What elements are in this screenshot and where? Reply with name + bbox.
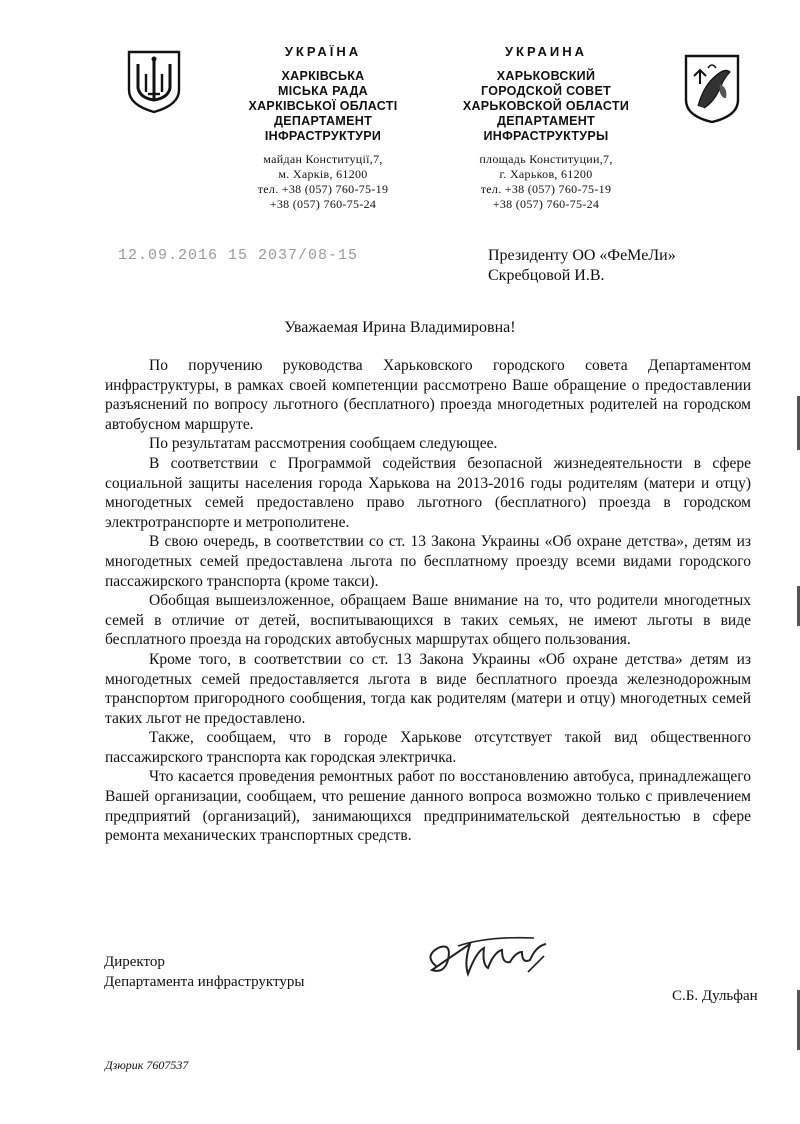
paragraph: По результатам рассмотрения сообщаем следующее. [149, 435, 498, 453]
addressee-line: Президенту ОО «ФеМеЛи» [488, 247, 676, 264]
executor-note: Дзюрик 7607537 [105, 1058, 189, 1072]
header-org-line: ХАРКІВСЬКОЇ ОБЛАСТІ [248, 99, 398, 113]
paragraph: В свою очередь, в соответствии со ст. 13 Закона Украины «Об охране детства», детям из многодетных семей предоставлена льгота по бесплатному проезду всеми видами городского пассажирского транспорта (кроме такси). [105, 533, 751, 590]
address-line: площадь Конституции,7, [479, 152, 613, 166]
header-org-line: ХАРЬКОВСКИЙ [496, 69, 596, 83]
header-country-ru: УКРАИНА [504, 44, 588, 59]
address-line: тел. +38 (057) 760-75-19 [480, 182, 612, 196]
registration-stamp: 12.09.2016 15 2037/08-15 [118, 247, 359, 264]
header-org-line: ДЕПАРТАМЕНТ [273, 114, 372, 128]
paragraph: В соответствии с Программой содействия безопасной жизнедеятельности в сфере социальной защиты населения города Харькова на 2013-2016 годы родителям (матери и отцу) многодетных семей предоставлено право льготного (бесплатного) проезда в городском электротранспорте и метрополитене. [105, 454, 751, 531]
address-line: м. Харків, 61200 [278, 167, 368, 181]
address-line: +38 (057) 760-75-24 [269, 197, 377, 211]
addressee-line: Скребцовой И.В. [488, 267, 605, 284]
signatory-name: С.Б. Дульфан [672, 988, 758, 1004]
header-org-line: ИНФРАСТРУКТУРЫ [483, 129, 609, 143]
address-line: тел. +38 (057) 760-75-19 [257, 182, 389, 196]
header-russian [456, 44, 636, 212]
address-line: +38 (057) 760-75-24 [492, 197, 600, 211]
header-country-ua: УКРАЇНА [284, 44, 362, 59]
position-line: Директор [104, 954, 165, 970]
address-line: г. Харьков, 61200 [499, 167, 593, 181]
header-org-line: ХАРЬКОВСКОЙ ОБЛАСТИ [462, 99, 630, 113]
header-address-ua [232, 152, 414, 212]
header-org-line: ГОРОДСКОЙ СОВЕТ [480, 84, 612, 98]
handwritten-signature [418, 922, 568, 992]
paragraph: Также, сообщаем, что в городе Харькове отсутствует такой вид общественного пассажирского транспорта как городская электричка. [105, 729, 751, 766]
header-org-line: ДЕПАРТАМЕНТ [496, 114, 595, 128]
header-address-ru [456, 152, 636, 212]
paragraph: Что касается проведения ремонтных работ по восстановлению автобуса, принадлежащего Вашей организации, сообщаем, что решение данного вопроса возможно только с привлечением предприятий (организаций), занимающихся предпринимательской деятельностью в сфере ремонта механических транспортных средств. [105, 768, 751, 845]
addressee-block [488, 246, 758, 286]
kharkiv-coat-of-arms-icon [684, 54, 740, 124]
header-org-line: МІСЬКА РАДА [278, 84, 368, 98]
header-org-line: ІНФРАСТРУКТУРИ [264, 129, 382, 143]
signatory-position [104, 952, 304, 992]
paragraph: Обобщая вышеизложенное, обращаем Ваше внимание на то, что родители многодетных семей в отличие от детей, воспитывающихся в таких семьях, не имеют льготы в виде бесплатного проезда на городских автобусных маршрутах общего пользования. [105, 592, 751, 649]
position-line: Департамента инфраструктуры [104, 974, 305, 990]
greeting: Уважаемая Ирина Владимировна! [284, 319, 516, 336]
paragraph: По поручению руководства Харьковского городского совета Департаментом инфраструктуры, в рамках своей компетенции рассмотрено Ваше обращение о предоставлении разъяснений по вопросу льготного (бесплатного) проезда многодетных родителей на городском автобусном маршруте. [105, 357, 751, 433]
letter-body [105, 356, 751, 846]
header-ukrainian [232, 44, 414, 212]
header-org-line: ХАРКІВСЬКА [281, 69, 365, 83]
trident-coat-of-arms-icon [126, 50, 182, 114]
paragraph: Кроме того, в соответствии со ст. 13 Закона Украины «Об охране детства» детям из многодетных семей предоставляется льгота в виде бесплатного проезда железнодорожным транспортом пригородного сообщения, тогда как родителям (матери и отцу) многодетных семей таких льгот не предоставлено. [105, 650, 751, 727]
address-line: майдан Конституції,7, [263, 152, 383, 166]
